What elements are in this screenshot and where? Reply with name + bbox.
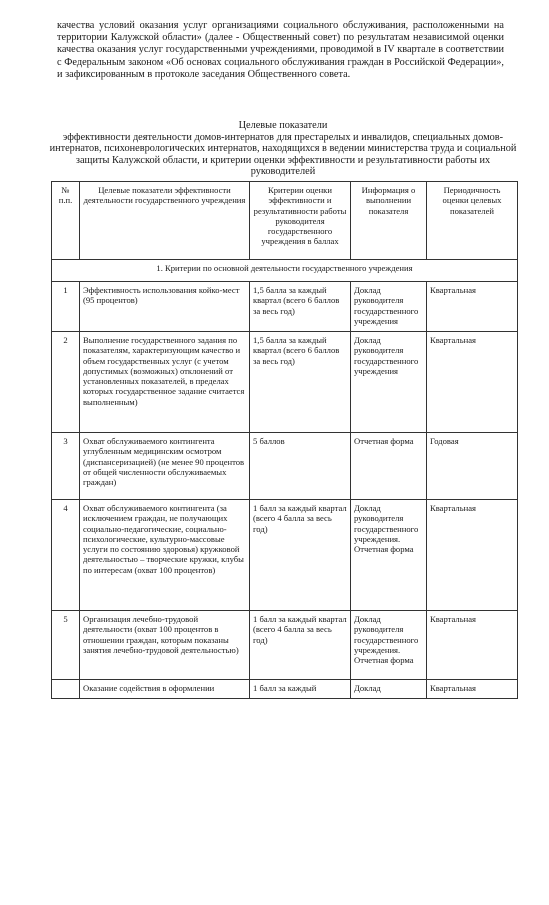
row-indicator: Организация лечебно-трудовой деятельности (охват 100 процентов в отношении граждан, которым показаны занятия лечебно-трудовой деятельностью) — [80, 611, 250, 680]
row-indicator: Охват обслуживаемого контингента углубленным медицинским осмотром (диспансеризацией) (не менее 90 процентов от общей численности обслуживаемых граждан) — [80, 433, 250, 500]
header-period: Периодичность оценки целевых показателей — [427, 182, 518, 260]
row-period: Годовая — [427, 433, 518, 500]
section-row — [52, 260, 518, 282]
table-row — [52, 500, 518, 611]
row-info: Доклад руководителя государственного учреждения. Отчетная форма — [351, 500, 427, 611]
row-period: Квартальная — [427, 680, 518, 699]
row-info: Доклад — [351, 680, 427, 699]
table-heading — [48, 120, 518, 178]
row-info: Доклад руководителя государственного учреждения — [351, 332, 427, 433]
intro-paragraph: качества условий оказания услуг организациями социального обслуживания, расположенными на территории Калужской области» (далее - Общественный совет) по результатам независимой оценки качества оказания услуг государственными учреждениями, проводимой в IV квартале в соответствии с Федеральным законом «Об основах социального обслуживания граждан в Российской Федерации», и зафиксированным в протоколе заседания Общественного совета. — [57, 20, 504, 80]
table-row — [52, 611, 518, 680]
table-row — [52, 332, 518, 433]
heading-subtitle: эффективности деятельности домов-интернатов для престарелых и инвалидов, специальных домов-интернатов, психоневрологических интернатов, находящихся в ведении министерства труда и социальной защиты Калужской области, и критерии оценки эффективности и результативности работы их руководителей — [49, 131, 517, 178]
header-number: № п.п. — [52, 182, 80, 260]
row-number: 5 — [52, 611, 80, 680]
row-period: Квартальная — [427, 500, 518, 611]
row-criteria: 1 балл за каждый квартал (всего 4 балла за весь год) — [250, 500, 351, 611]
row-criteria: 1 балл за каждый — [250, 680, 351, 699]
table-row — [52, 680, 518, 699]
section-title: 1. Критерии по основной деятельности государственного учреждения — [52, 260, 518, 282]
row-info: Доклад руководителя государственного учреждения — [351, 282, 427, 332]
header-info: Информация о выполнении показателя — [351, 182, 427, 260]
row-period: Квартальная — [427, 611, 518, 680]
indicators-table — [51, 181, 518, 699]
row-number — [52, 680, 80, 699]
table-header-row — [52, 182, 518, 260]
table-row — [52, 282, 518, 332]
table-row — [52, 433, 518, 500]
header-criteria: Критерии оценки эффективности и результативности работы руководителя государственного учреждения в баллах — [250, 182, 351, 260]
row-indicator: Эффективность использования койко-мест (95 процентов) — [80, 282, 250, 332]
row-indicator: Охват обслуживаемого контингента (за исключением граждан, не получающих социально-педагогические, социально-психологические, культурно-массовые услуги по состоянию здоровья) кружковой деятельностью – творческие кружки, клубы по интересам (охват 100 процентов) — [80, 500, 250, 611]
header-indicator: Целевые показатели эффективности деятельности государственного учреждения — [80, 182, 250, 260]
heading-title: Целевые показатели — [238, 120, 328, 131]
row-indicator: Выполнение государственного задания по показателям, характеризующим качество и объем государственных услуг (с учетом допустимых (возможных) отклонений от установленных показателей, в пределах которых государственное задание считается выполненным) — [80, 332, 250, 433]
row-number: 2 — [52, 332, 80, 433]
row-criteria: 1,5 балла за каждый квартал (всего 6 баллов за весь год) — [250, 282, 351, 332]
row-criteria: 5 баллов — [250, 433, 351, 500]
row-criteria: 1,5 балла за каждый квартал (всего 6 баллов за весь год) — [250, 332, 351, 433]
row-number: 3 — [52, 433, 80, 500]
row-indicator: Оказание содействия в оформлении — [80, 680, 250, 699]
row-number: 4 — [52, 500, 80, 611]
row-period: Квартальная — [427, 282, 518, 332]
row-criteria: 1 балл за каждый квартал (всего 4 балла за весь год) — [250, 611, 351, 680]
row-period: Квартальная — [427, 332, 518, 433]
row-info: Доклад руководителя государственного учреждения. Отчетная форма — [351, 611, 427, 680]
row-number: 1 — [52, 282, 80, 332]
row-info: Отчетная форма — [351, 433, 427, 500]
